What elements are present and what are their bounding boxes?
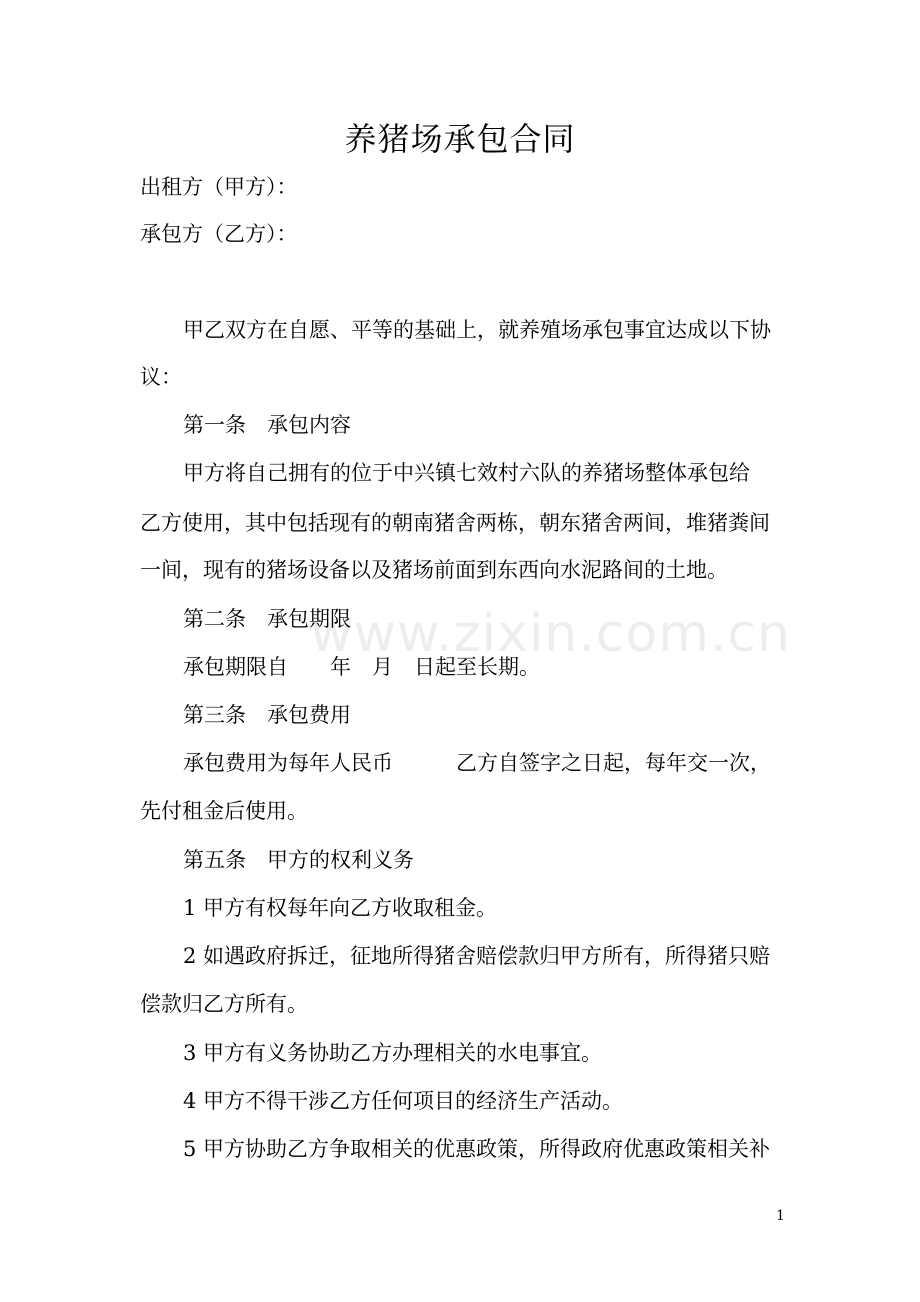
- article3-line-2: 先付租金后使用。: [140, 799, 308, 823]
- article1-heading: 第一条 承包内容: [183, 413, 351, 437]
- lessor-label: 出租方（甲方）：: [140, 175, 298, 199]
- article5-item-3: 3 甲方有义务协助乙方办理相关的水电事宜。: [183, 1041, 603, 1065]
- contractor-label: 承包方（乙方）：: [140, 222, 298, 246]
- article5-item-2-line-1: 2 如遇政府拆迁，征地所得猪舍赔偿款归甲方所有，所得猪只赔: [183, 944, 771, 968]
- article3-line-1: 承包费用为每年人民币 乙方自签字之日起，每年交一次，: [183, 751, 771, 775]
- preamble-line-2: 议：: [140, 365, 182, 389]
- page-number: 1: [776, 1208, 785, 1224]
- article2-heading: 第二条 承包期限: [183, 607, 351, 631]
- article5-heading: 第五条 甲方的权利义务: [183, 848, 414, 872]
- article2-body: 承包期限自 年 月 日起至长期。: [183, 655, 540, 679]
- document-title: 养猪场承包合同: [344, 120, 576, 158]
- article5-item-2-line-2: 偿款归乙方所有。: [140, 992, 308, 1016]
- article3-heading: 第三条 承包费用: [183, 703, 351, 727]
- article1-line-1: 甲方将自己拥有的位于中兴镇七效村六队的养猪场整体承包给: [183, 461, 750, 485]
- watermark: www.zixin.com.cn: [310, 604, 791, 664]
- article5-item-5: 5 甲方协助乙方争取相关的优惠政策，所得政府优惠政策相关补: [183, 1137, 771, 1161]
- article1-line-3: 一间，现有的猪场设备以及猪场前面到东西向水泥路间的土地。: [140, 558, 728, 582]
- article5-item-1: 1 甲方有权每年向乙方收取租金。: [183, 896, 498, 920]
- article1-line-2: 乙方使用，其中包括现有的朝南猪舍两栋，朝东猪舍两间，堆猪粪间: [140, 511, 770, 535]
- article5-item-4: 4 甲方不得干涉乙方任何项目的经济生产活动。: [183, 1089, 624, 1113]
- preamble-line-1: 甲乙双方在自愿、平等的基础上，就养殖场承包事宜达成以下协: [183, 318, 771, 342]
